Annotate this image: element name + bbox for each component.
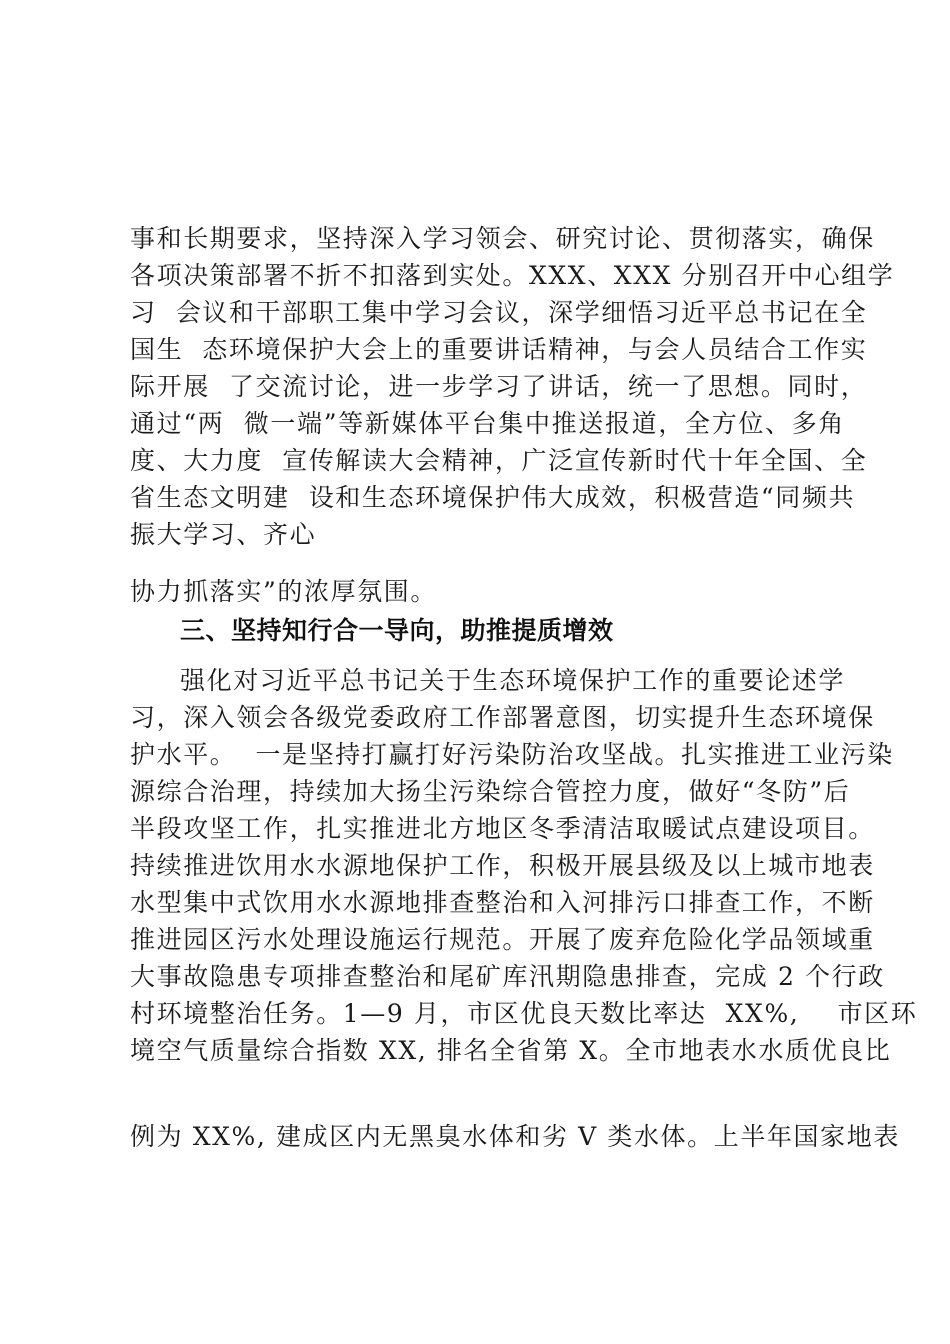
paragraph-line: 半段攻坚工作，扎实推进北方地区冬季清洁取暖试点建设项目。	[130, 814, 875, 843]
paragraph-line: 水型集中式饮用水水源地排查整治和入河排污口排查工作，不断	[130, 888, 875, 917]
paragraph-line: 国生 态环境保护大会上的重要讲话精神，与会人员结合工作实	[130, 335, 868, 364]
paragraph-line: 通过“两 微一端”等新媒体平台集中推送报道，全方位、多角	[130, 409, 845, 438]
section-heading: 三、坚持知行合一导向，助推提质增效	[180, 616, 614, 645]
paragraph-line: 习，深入领会各级党委政府工作部署意图，切实提升生态环境保	[130, 703, 875, 732]
paragraph-line: 境空气质量综合指数 XX, 排名全省第 X。全市地表水水质优良比	[130, 1036, 892, 1065]
paragraph-line: 护水平。 一是坚持打赢打好污染防治攻坚战。扎实推进工业污染	[130, 740, 894, 769]
paragraph-line: 持续推进饮用水水源地保护工作，积极开展县级及以上城市地表	[130, 851, 875, 880]
paragraph-line: 村环境整治任务。1—9 月，市区优良天数比率达 XX%, 市区环	[130, 999, 918, 1028]
paragraph-line: 事和长期要求，坚持深入学习领会、研究讨论、贯彻落实，确保	[130, 224, 875, 253]
paragraph-line: 际开展 了交流讨论，进一步学习了讲话，统一了思想。同时，	[130, 372, 868, 401]
paragraph-line: 习 会议和干部职工集中学习会议，深学细悟习近平总书记在全	[130, 298, 868, 327]
paragraph-line: 振大学习、齐心	[130, 520, 317, 549]
paragraph-line: 各项决策部署不折不扣落到实处。XXX、XXX 分别召开中心组学	[130, 261, 895, 290]
paragraph-line: 协力抓落实”的浓厚氛围。	[130, 577, 437, 606]
paragraph-line: 源综合治理，持续加大扬尘污染综合管控力度，做好“冬防”后	[130, 777, 851, 806]
paragraph-line: 推进园区污水处理设施运行规范。开展了废弃危险化学品领域重	[130, 925, 875, 954]
paragraph-line: 强化对习近平总书记关于生态环境保护工作的重要论述学	[180, 666, 846, 695]
paragraph-line: 大事故隐患专项排查整治和尾矿库汛期隐患排查，完成 2 个行政	[130, 962, 885, 991]
paragraph-line: 度、大力度 宣传解读大会精神，广泛宣传新时代十年全国、全	[130, 446, 868, 475]
paragraph-line: 省生态文明建 设和生态环境保护伟大成效，积极营造“同频共	[130, 483, 856, 512]
paragraph-line: 例为 XX%, 建成区内无黑臭水体和劣 V 类水体。上半年国家地表	[130, 1122, 900, 1151]
